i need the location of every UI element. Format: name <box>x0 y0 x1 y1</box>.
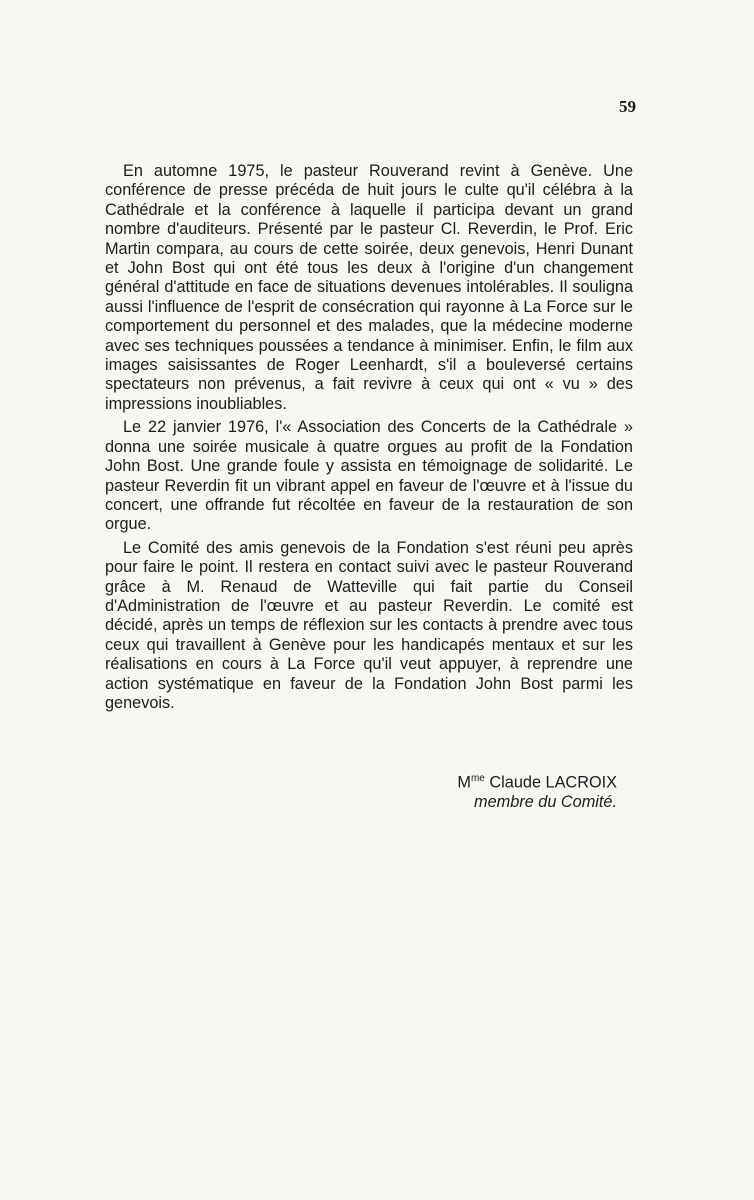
signature-title: M <box>457 773 471 792</box>
page-number: 59 <box>619 97 636 116</box>
signature-role: membre du Comité. <box>474 793 617 812</box>
signature-name: Claude LACROIX <box>484 773 617 792</box>
article-body <box>105 162 633 717</box>
signature-name-line <box>105 769 617 792</box>
paragraph: Le Comité des amis genevois de la Fondation s'est réuni peu après pour faire le point. Il restera en contact suivi avec le pasteur Rouverand grâce à M. Renaud de Watteville qui fait partie du Conseil d'Administration de l'œuvre et au pasteur Reverdin. Le comité est décidé, après un temps de réflexion sur les contacts à prendre avec tous ceux qui travaillent à Genève pour les handicapés mentaux et sur les réalisations en cours à La Force qu'il veut appuyer, à reprendre une action systématique en faveur de la Fondation John Bost parmi les genevois. <box>105 538 633 712</box>
paragraph: Le 22 janvier 1976, l'« Association des Concerts de la Cathédrale » donna une soirée musicale à quatre orgues au profit de la Fondation John Bost. Une grande foule y assista en témoignage de solidarité. Le pasteur Reverdin fit un vibrant appel en faveur de l'œuvre et à l'issue du concert, une offrande fut récoltée en faveur de la restauration de son orgue. <box>105 418 633 534</box>
signature-block <box>105 769 617 812</box>
signature-title-superscript: me <box>470 773 485 784</box>
paragraph: En automne 1975, le pasteur Rouverand revint à Genève. Une conférence de presse précéda de huit jours le culte qu'il célébra à la Cathédrale et la conférence à laquelle il participa devant un grand nombre d'auditeurs. Présenté par le pasteur Cl. Reverdin, le Prof. Eric Martin compara, au cours de cette soirée, deux genevois, Henri Dunant et John Bost qui ont été tous les deux à l'origine d'un changement général d'attitude en face de situations devenues intolérables. Il souligna aussi l'influence de l'esprit de consécration qui rayonne à La Force sur le comportement du personnel et des malades, que la médecine moderne avec ses techniques poussées a tendance à minimiser. Enfin, le film aux images saisissantes de Roger Leenhardt, s'il a bouleversé certains spectateurs non prévenus, a fait revivre à ceux qui ont « vu » des impressions inoubliables. <box>105 162 633 413</box>
